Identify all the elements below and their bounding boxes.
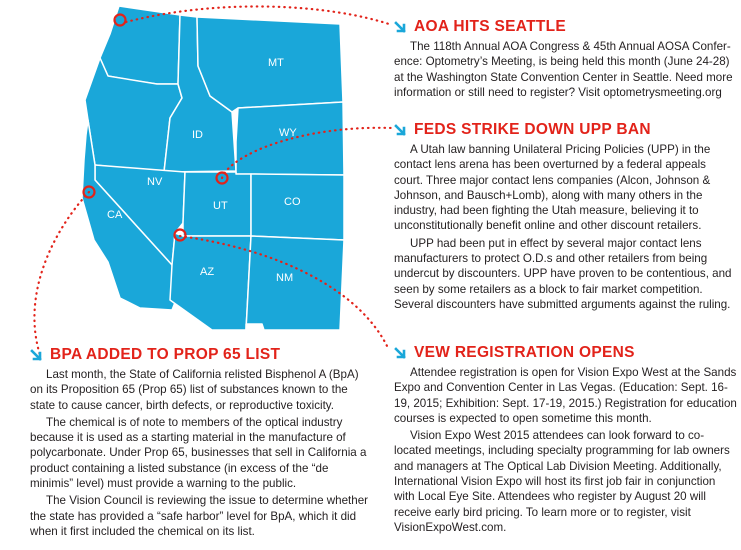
article-paragraph: The chemical is of note to members of the optical industry because it is used as a starting material in the manufacture of polycarbonate. Under Prop 65, businesses that sell in California a product containing a listed substance (in excess of the “de minimis” level) must provide a warning to the public. [30,415,367,491]
article-title: VEW REGISTRATION OPENS [414,344,635,361]
article-heading [394,18,738,36]
down-right-arrow-icon [394,346,408,360]
article-heading [394,344,738,362]
article-paragraph: Vision Expo West 2015 attendees can look forward to co-located meetings, including specialty programming for lab owners and managers at The Optical Lab Division Meeting. Additionally, International Vision Expo will host its first job fair in conjunction with Local Eye Site. Attendees who register by August 20 will receive early bird pricing. To learn more or to register, visit VisionExpoWest.com. [394,429,730,534]
article-heading [394,121,738,139]
state-label-co: CO [284,196,301,208]
article-title: AOA HITS SEATTLE [414,18,567,35]
state-label-nv: NV [147,176,163,188]
article-paragraph: The 118th Annual AOA Congress & 45th Annual AOSA Confer- [410,40,731,53]
article-paragraph: Last month, the State of California relisted Bisphenol A (BpA) on its Proposition 65 (Prop 65) list of substances known to the state to cause cancer, birth defects, or reproductive toxicity. [30,368,359,412]
state-label-id: ID [192,129,203,141]
article-title: BPA ADDED TO PROP 65 LIST [50,346,281,363]
state-label-ca: CA [107,209,123,221]
article-body [394,142,738,312]
article-paragraph: Attendee registration is open for Vision Expo West at the Sands Expo and Convention Center in Las Vegas. (Education: Sept. 16-19, 2015; Exhibition: Sept. 17-19, 2015.) Registration for education courses is expected to open sometime this month. [394,366,737,425]
state-wa [100,6,180,84]
article-body [394,39,738,100]
state-label-mt: MT [268,57,284,69]
leader-line-california [34,192,89,355]
article-body [394,365,738,535]
state-label-nm: NM [276,272,294,284]
article-paragraph: UPP had been put in effect by several major contact lens manufacturers to protect O.D.s and other retailers from being undercut by discounters. UPP have proven to be contentious, and seen by some retailers as a block to fair market competition. Several discounters have submitted arguments against the ruling. [394,236,732,311]
article-vew-registration [394,344,738,537]
article-body [30,367,372,539]
article-title: FEDS STRIKE DOWN UPP BAN [414,121,651,138]
article-bpa-prop65 [30,346,372,541]
article-paragraph: at the Washington State Convention Center in Seattle. Need more [394,70,733,84]
article-paragraph: A Utah law banning Unilateral Pricing Policies (UPP) in the contact lens arena has been overturned by a federal appeals court. Three major contact lens companies (Alcon, Johnson & Johnson, and Bausch+Lomb), along with many others in the industry, had been fighting the Utah measure, believing it to unconstitutionally benefit online and other discount retailers. [394,143,711,233]
article-upp-ban [394,121,738,314]
state-label-ut: UT [213,200,228,212]
down-right-arrow-icon [30,348,44,362]
state-label-az: AZ [200,266,215,278]
article-paragraph: The Vision Council is reviewing the issue to determine whether the state has provided a “safe harbor” level for BpA, which it did when it first included the chemical on its list. [30,494,368,538]
state-nm [246,236,344,330]
down-right-arrow-icon [394,123,408,137]
article-paragraph: ence: Optometry’s Meeting, is being held this month (June 24-28) [394,55,730,69]
article-heading [30,346,372,364]
article-aoa-seattle [394,18,738,100]
state-label-wy: WY [279,127,297,139]
down-right-arrow-icon [394,20,408,34]
article-paragraph: information or still need to register? Visit optometrysmeeting.org [394,85,722,99]
